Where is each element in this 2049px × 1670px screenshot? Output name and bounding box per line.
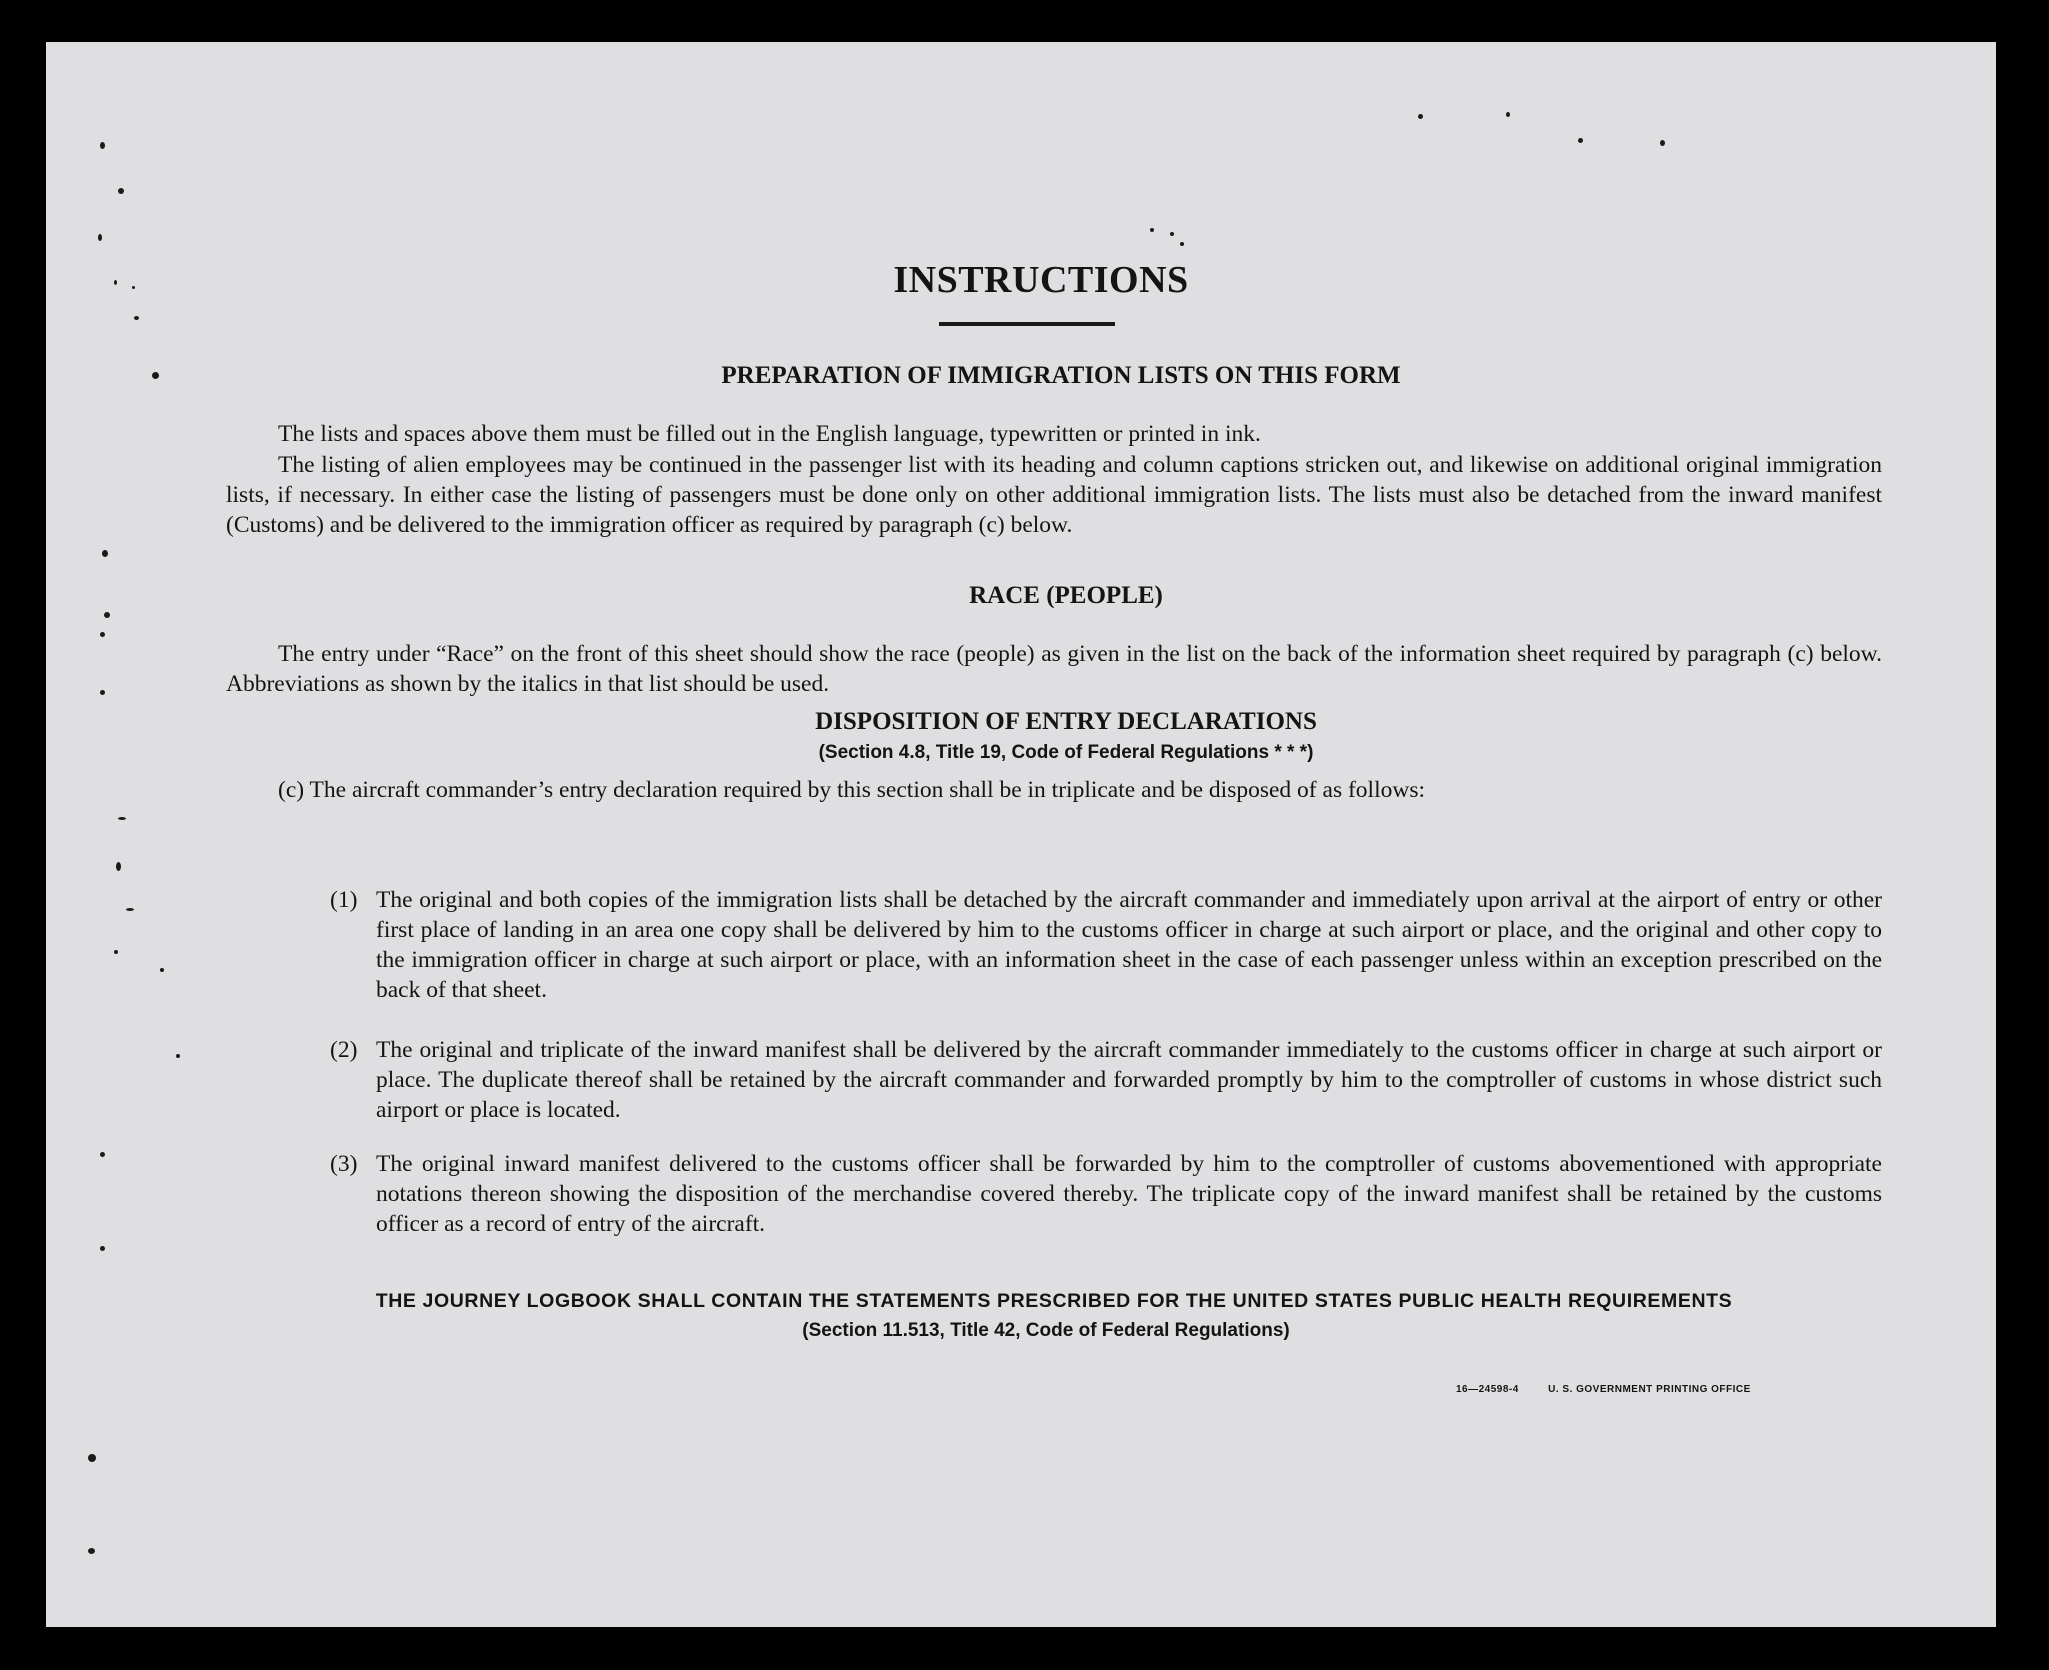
item-text: The original and triplicate of the inward manifest shall be delivered by the aircraft commander immediately to the customs officer in charge at such airport or place. The duplicate thereof shall be retained by the aircraft commander and forwarded promptly by him to the comptroller of customs in whose district such airport or place is located.	[376, 1037, 1882, 1123]
disposition-heading: DISPOSITION OF ENTRY DECLARATIONS	[815, 708, 1317, 735]
disposition-item-1	[330, 885, 1882, 1005]
disposition-item-2	[330, 1035, 1882, 1125]
document-page	[46, 42, 1996, 1627]
item-number: (3)	[330, 1151, 358, 1177]
item-text: The original inward manifest delivered to the customs officer shall be forwarded by him to the comptroller of customs abovementioned with appropriate notations thereon showing the disposition of the merchandise covered thereby. The triplicate copy of the inward manifest shall be retained by the customs officer as a record of entry of the aircraft.	[376, 1151, 1882, 1237]
race-heading: RACE (PEOPLE)	[969, 582, 1163, 609]
health-requirements-citation: (Section 11.513, Title 42, Code of Federal Regulations)	[802, 1320, 1290, 1341]
preparation-paragraph-1: The lists and spaces above them must be filled out in the English language, typewritten or printed in ink.	[278, 421, 1261, 447]
form-code: 16—24598-4	[1456, 1384, 1519, 1395]
disposition-subheading: (Section 4.8, Title 19, Code of Federal Regulations * * *)	[818, 742, 1314, 763]
title-underline	[939, 322, 1115, 326]
preparation-heading: PREPARATION OF IMMIGRATION LISTS ON THIS FORM	[721, 362, 1401, 389]
disposition-intro: (c) The aircraft commander’s entry declaration required by this section shall be in triplicate and be disposed of as follows:	[278, 777, 1425, 803]
race-paragraph: The entry under “Race” on the front of this sheet should show the race (people) as given in the list on the back of the information sheet required by paragraph (c) below. Abbreviations as shown by the italics in that list should be used.	[226, 641, 1882, 697]
health-requirements-notice: THE JOURNEY LOGBOOK SHALL CONTAIN THE STATEMENTS PRESCRIBED FOR THE UNITED STATES PUBLIC HEALTH REQUIREMENTS	[375, 1290, 1733, 1312]
printer-imprint	[1456, 1384, 1777, 1395]
preparation-paragraph-2: The listing of alien employees may be continued in the passenger list with its heading and column captions stricken out, and likewise on additional original immigration lists, if necessary. In either case the listing of passengers must be done only on other additional immigration lists. The lists must also be detached from the inward manifest (Customs) and be delivered to the immigration officer as required by paragraph (c) below.	[226, 452, 1882, 538]
disposition-item-3	[330, 1149, 1882, 1239]
page-title: INSTRUCTIONS	[893, 259, 1189, 301]
item-text: The original and both copies of the immigration lists shall be detached by the aircraft commander and immediately upon arrival at the airport of entry or other first place of landing in an area one copy shall be delivered by him to the customs officer in charge at such airport or place, and the original and other copy to the immigration officer in charge at such airport or place, with an information sheet in the case of each passenger unless within an exception prescribed on the back of that sheet.	[376, 887, 1882, 1003]
item-number: (2)	[330, 1037, 358, 1063]
printing-office: U. S. GOVERNMENT PRINTING OFFICE	[1548, 1384, 1751, 1395]
item-number: (1)	[330, 887, 358, 913]
